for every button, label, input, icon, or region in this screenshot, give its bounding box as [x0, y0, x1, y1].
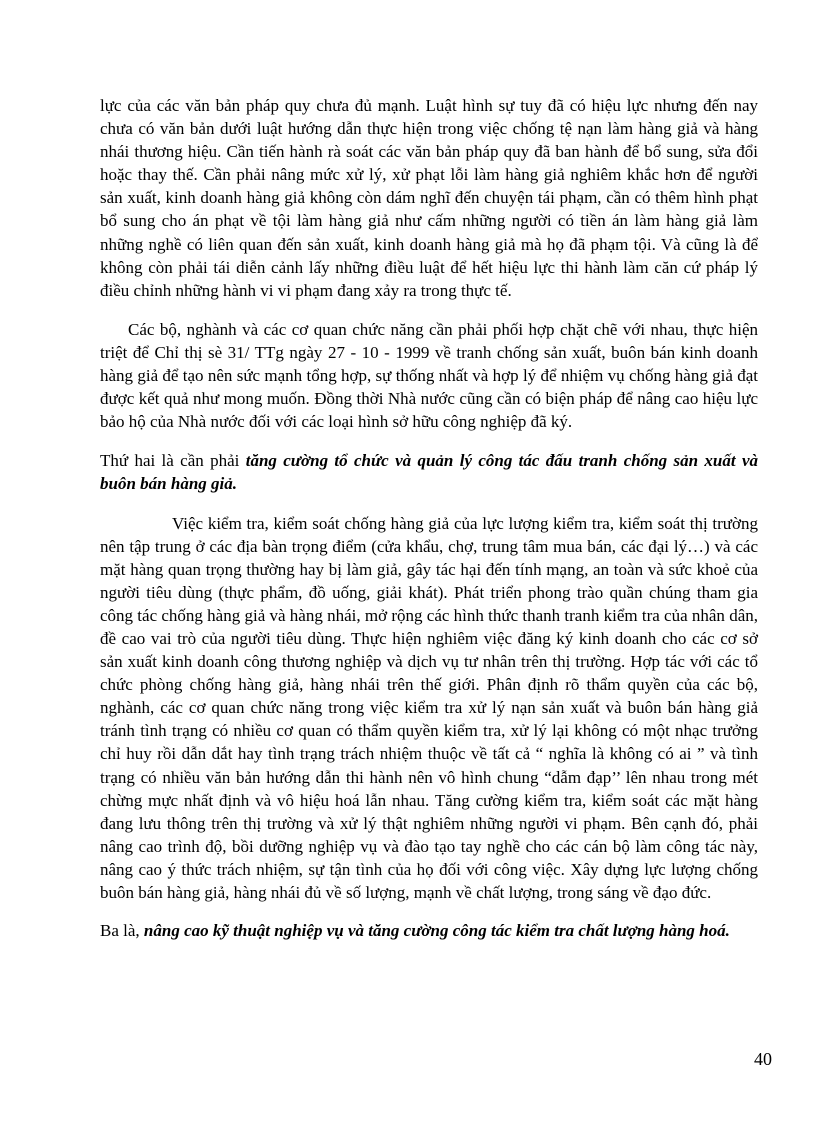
document-page [100, 94, 758, 942]
body-paragraph: lực của các văn bản pháp quy chưa đủ mạnh. Luật hình sự tuy đã có hiệu lực nhưng đến nay chưa có văn bản dưới luật hướng dẫn thực hiện trong việc chống tệ nạn làm hàng giả và hàng nhái thương hiệu. Cần tiến hành rà soát các văn bản pháp quy đã ban hành để bổ sung, sửa đổi hoặc thay thế. Cần phải nâng mức xử lý, xử phạt lỗi làm hàng giả nghiêm khắc hơn để người sản xuất, kinh doanh hàng giả không còn dám nghĩ đến chuyện tái phạm, cần có thêm hình phạt bổ sung cho án phạt về tội làm hàng giả như cấm những người có tiền án làm hàng giả làm những nghề có liên quan đến sản xuất, kinh doanh hàng giả mà họ đã phạm tội. Và cũng là để không còn phải tái diễn cảnh lấy những điều luật để hết hiệu lực thi hành làm căn cứ pháp lý điều chỉnh những hành vi vi phạm đang xảy ra trong thực tế. [100, 96, 758, 300]
section-lead-text: Ba là, [100, 921, 144, 941]
section-heading-emphasis: tăng cường tổ chức và quản lý công tác đấu tranh chống sản xuất và buôn bán hàng giả. [100, 451, 758, 494]
section-lead-text: Thứ hai là cần phải [100, 451, 246, 471]
body-paragraph: Các bộ, nghành và các cơ quan chức năng cần phải phối hợp chặt chẽ với nhau, thực hiện triệt để Chỉ thị sè 31/ TTg ngày 27 - 10 - 1999 về tranh chống sản xuất, buôn bán kinh doanh hàng giả để tạo nên sức mạnh tổng hợp, sự thống nhất và hợp lý để nhiệm vụ chống hàng giả đạt được kết quả như mong muốn. Đồng thời Nhà nước cũng cần có biện pháp để nâng cao hiệu lực bảo hộ của Nhà nước đối với các loại hình sở hữu công nghiệp đã ký. [100, 319, 758, 432]
body-paragraph: Việc kiểm tra, kiểm soát chống hàng giả của lực lượng kiểm tra, kiểm soát thị trường nên tập trung ở các địa bàn trọng điểm (cửa khẩu, chợ, trung tâm mua bán, các đại lý…) và các mặt hàng quan trọng thường hay bị làm giả, gây tác hại đến tính mạng, an toàn và sức khoẻ của người tiêu dùng (thực phẩm, đồ uống, giải khát). Phát triển phong trào quần chúng tham gia công tác chống hàng giả và hàng nhái, mở rộng các hình thức thanh tranh kiểm tra của nhân dân, đề cao vai trò của người tiêu dùng. Thực hiện nghiêm việc đăng ký kinh doanh cho các cơ sở sản xuất kinh doanh công thương nghiệp và dịch vụ tư nhân trên thị trường. Hợp tác với các tổ chức phòng chống hàng giả, hàng nhái trên thế giới. Phân định rõ thẩm quyền của các bộ, nghành, các cơ quan chức năng trong việc kiểm tra xử lý nạn sản xuất và buôn bán hàng giả tránh tình trạng có nhiều cơ quan có thẩm quyền kiểm tra, xử lý lại không có một nhạc trưởng chỉ huy rồi dẫn dắt hay tình trạng trách nhiệm thuộc về tất cả “ nghĩa là không có ai ” và tình trạng có nhiều văn bản hướng dẫn thi hành nên vô hình chung “dẫm đạp’’ lên nhau trong mét chừng mực nhất định và vô hiệu hoá lẫn nhau. Tăng cường kiểm tra, kiểm soát các mặt hàng đang lưu thông trên thị trường và xử lý thật nghiêm những người vi phạm. Bên cạnh đó, phải nâng cao trình độ, bồi dưỡng nghiệp vụ và đào tạo tay nghề cho các cán bộ làm công tác này, nâng cao ý thức trách nhiệm, sự tận tình của họ đối với công việc. Xây dựng lực lượng chống buôn bán hàng giả, hàng nhái đủ về số lượng, mạnh về chất lượng, trong sáng về đạo đức. [100, 513, 758, 902]
page-number: 40 [754, 1049, 772, 1069]
section-heading-emphasis: nâng cao kỹ thuật nghiệp vụ và tăng cường công tác kiểm tra chất lượng hàng hoá. [143, 921, 730, 941]
section-paragraph [100, 449, 758, 495]
section-paragraph [100, 919, 758, 942]
